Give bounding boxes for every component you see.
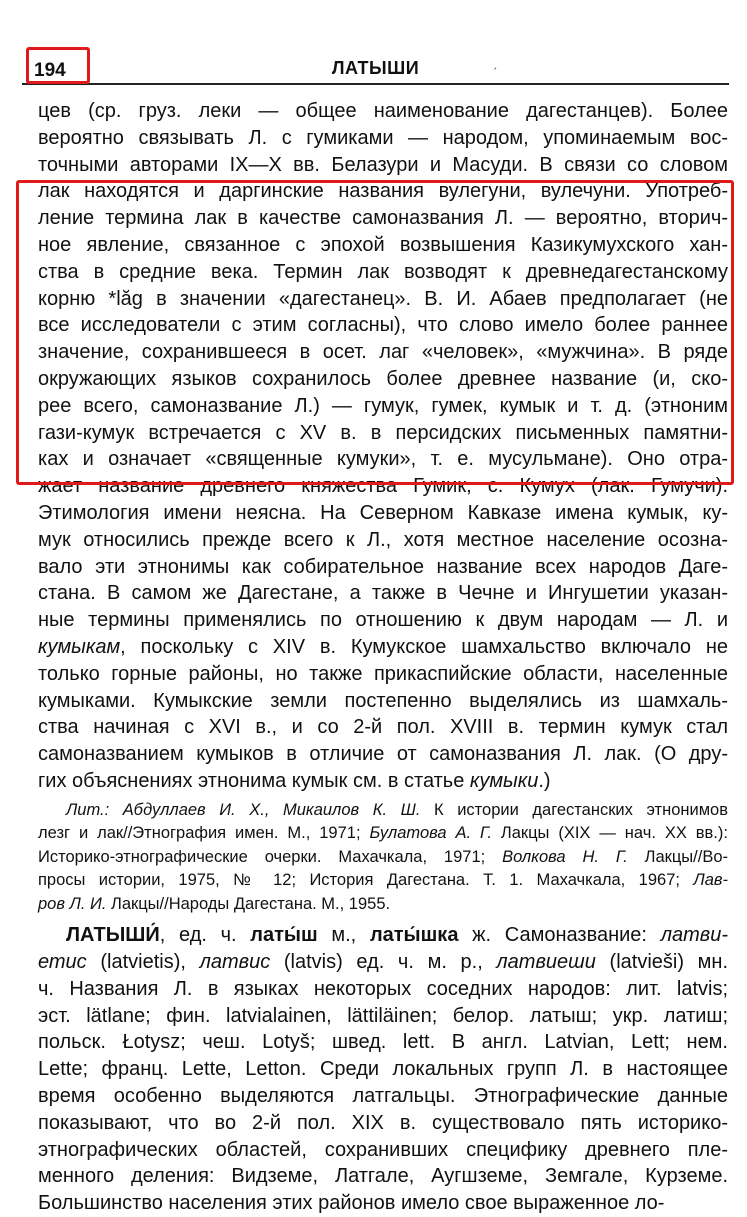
text-run: (latvieši) мн. [595, 951, 728, 974]
header-rule [22, 83, 729, 85]
text-run: Лит.: Абдуллаев И. Х., Микаилов К. Ш. [66, 800, 421, 819]
text-line [38, 768, 728, 795]
text-run: рее всего, самоназвание Л.) — гумук, гумек, кумык и т. д. (этноним [38, 394, 728, 417]
text-run: мук относились прежде всего к Л., хотя местное население осозна- [38, 528, 728, 551]
text-run: значение, сохранившееся в осет. лаг «человек», «мужчина». В ряде [38, 341, 728, 364]
text-run: латви- [660, 924, 728, 947]
text-line [38, 607, 728, 634]
text-run: просы истории, 1975, № 12; История Дагестана. Т. 1. Махачкала, 1967; [38, 871, 694, 890]
text-line [38, 98, 728, 125]
article-latvians [38, 922, 728, 1217]
text-line [38, 178, 728, 205]
text-run: все исследователи с этим согласны), что слово имело более раннее [38, 314, 728, 337]
text-line [38, 152, 728, 179]
text-line [38, 125, 728, 152]
text-run: ные термины применялись по отношению к двум народам — Л. и [38, 609, 728, 632]
text-line [38, 259, 728, 286]
text-run: время особенно выделяются латгальцы. Этнографические данные [38, 1085, 728, 1107]
text-run: Лав- [693, 871, 728, 890]
text-line [38, 420, 728, 447]
text-run: ства начиная с XVI в., и со 2-й пол. XVIII в. термин кумук стал [38, 716, 728, 739]
bibliography [38, 799, 728, 917]
text-line [38, 366, 728, 393]
text-run: гих объяснениях этнонима кумык см. в статье [38, 769, 470, 792]
text-run: ства в средние века. Термин лак возводят к древнедагестанскому [38, 260, 728, 283]
text-run: латвиеши [496, 951, 596, 974]
text-run: латы́шка [369, 924, 459, 947]
text-line [38, 688, 728, 715]
text-run: Лакцы//Народы Дагестана. М., 1955. [106, 894, 391, 913]
text-run: етис [38, 951, 87, 974]
entry-line [38, 922, 728, 949]
text-run: точными авторами IX—X вв. Белазури и Масуди. В связи со словом [38, 153, 728, 176]
text-line [38, 393, 728, 420]
text-run: К истории дагестанских этнонимов [420, 800, 728, 819]
text-run: лезг и лак//Этнография имен. М., 1971; [38, 824, 370, 843]
bibliography-line [38, 893, 728, 917]
entry-line [38, 949, 728, 976]
bibliography-line [38, 869, 728, 893]
page-body [38, 98, 728, 1217]
text-run: Большинство населения этих районов имело свое выраженное ло- [38, 1192, 665, 1215]
text-run: корню *lăg в значении «дагестанец». В. И. Абаев предполагает (не [38, 287, 728, 310]
page-header [22, 42, 729, 86]
text-run: вало эти этнонимы как собирательное название всех народов Даге- [38, 555, 728, 578]
text-line [38, 500, 728, 527]
text-run: Историко-этнографические очерки. Махачкала, 1971; [38, 847, 503, 866]
main-article-text [38, 98, 728, 795]
text-run: Лакцы//Во- [627, 847, 728, 866]
entry-line [38, 1083, 728, 1110]
bibliography-line [38, 822, 728, 846]
text-run: , поскольку с XIV в. Кумукское шамхальство включало не [120, 635, 728, 658]
entry-line [38, 1137, 728, 1164]
text-run: цев (ср. груз. леки — общее наименование дагестанцев). Более [38, 100, 728, 122]
text-line [38, 661, 728, 688]
text-line [38, 580, 728, 607]
text-run: вероятно связывать Л. с гумиками — народом, упоминаемым вос- [38, 126, 728, 149]
text-run: ров Л. И. [38, 894, 107, 913]
text-run: показывают, что во 2-й пол. XIX в. существовало пять историко- [38, 1111, 728, 1134]
entry-line [38, 1163, 728, 1190]
text-line [38, 634, 728, 661]
text-line [38, 714, 728, 741]
text-run: польск. Łotysz; чеш. Lotyš; швед. lett. В англ. Latvian, Lett; нем. [38, 1031, 728, 1054]
text-run: кумыками. Кумыкские земли постепенно выделялись из шамхаль- [38, 689, 728, 712]
text-run: ках и означает «священные кумуки», т. е. мусульмане). Оно отра- [38, 448, 728, 471]
entry-line [38, 1003, 728, 1030]
text-line [38, 286, 728, 313]
text-run: самоназванием кумыков в отличие от самоназвания Л. лак. (О дру- [38, 743, 728, 766]
text-run: ж. Самоназвание: [458, 924, 661, 947]
text-run: окружающих языков сохранилось более древнее название (и, ско- [38, 367, 728, 390]
text-run: латы́ш [250, 924, 318, 947]
text-line [38, 339, 728, 366]
text-run: (latvis) ед. ч. м. р., [270, 951, 497, 974]
text-run: жает название древнего княжества Гумик, с. Кумух (лак. Гумучи). [38, 475, 728, 498]
bibliography-line [38, 846, 728, 870]
page-number: 194 [34, 60, 66, 81]
text-line [38, 473, 728, 500]
text-run: ч. Названия Л. в языках некоторых соседних народов: лит. latvis; [38, 977, 728, 1000]
text-run: этнографических областей, сохранивших специфику древнего пле- [38, 1138, 728, 1161]
text-run: ление термина лак в качестве самоназвания Л. — вероятно, вторич- [38, 207, 728, 230]
text-run: , ед. ч. [159, 924, 251, 947]
text-run: .) [538, 769, 551, 792]
text-line [38, 741, 728, 768]
text-line [38, 554, 728, 581]
text-run: ное явление, связанное с эпохой возвышения Казикумухского хан- [38, 233, 728, 256]
entry-line [38, 1110, 728, 1137]
text-run: гази-кумук встречается с XV в. в персидских письменных памятни- [38, 421, 728, 444]
text-run: ЛАТЫШИ́ [66, 924, 160, 947]
bibliography-line [38, 799, 728, 823]
entry-line [38, 1056, 728, 1083]
text-line [38, 312, 728, 339]
entry-line [38, 1029, 728, 1056]
text-line [38, 446, 728, 473]
text-line [38, 232, 728, 259]
text-run: кумыкам [38, 635, 121, 658]
text-run: Лакцы (XIX — нач. XX вв.): [491, 824, 728, 843]
running-title: ЛАТЫШИ [331, 58, 420, 78]
text-line [38, 205, 728, 232]
entry-line [38, 1190, 728, 1217]
text-run: эст. lätlane; фин. latvialainen, lättiläinen; белор. латыш; укр. латиш; [38, 1004, 728, 1027]
text-run: стана. В самом же Дагестане, а также в Чечне и Ингушетии указан- [38, 582, 728, 605]
text-run: Волкова Н. Г. [502, 847, 628, 866]
entry-line [38, 976, 728, 1003]
text-run: (latvietis), [86, 951, 200, 974]
scan-mark: ˏ [493, 56, 497, 70]
text-run: латвис [199, 951, 271, 974]
text-run: Булатова А. Г. [369, 824, 492, 843]
text-run: м., [317, 924, 370, 947]
text-run: кумыки [469, 769, 539, 792]
text-run: лак находятся и даргинские названия вулегуни, вулечуни. Употреб- [38, 180, 728, 203]
text-run: только горные районы, но также прикаспийские области, населенные [38, 662, 728, 685]
text-run: менного деления: Видземе, Латгале, Аугшземе, Земгале, Курземе. [38, 1165, 728, 1188]
text-line [38, 527, 728, 554]
text-run: Этимология имени неясна. На Северном Кавказе имена кумык, ку- [38, 501, 728, 524]
text-run: Lette; франц. Lette, Letton. Среди локальных групп Л. в настоящее [38, 1058, 728, 1081]
